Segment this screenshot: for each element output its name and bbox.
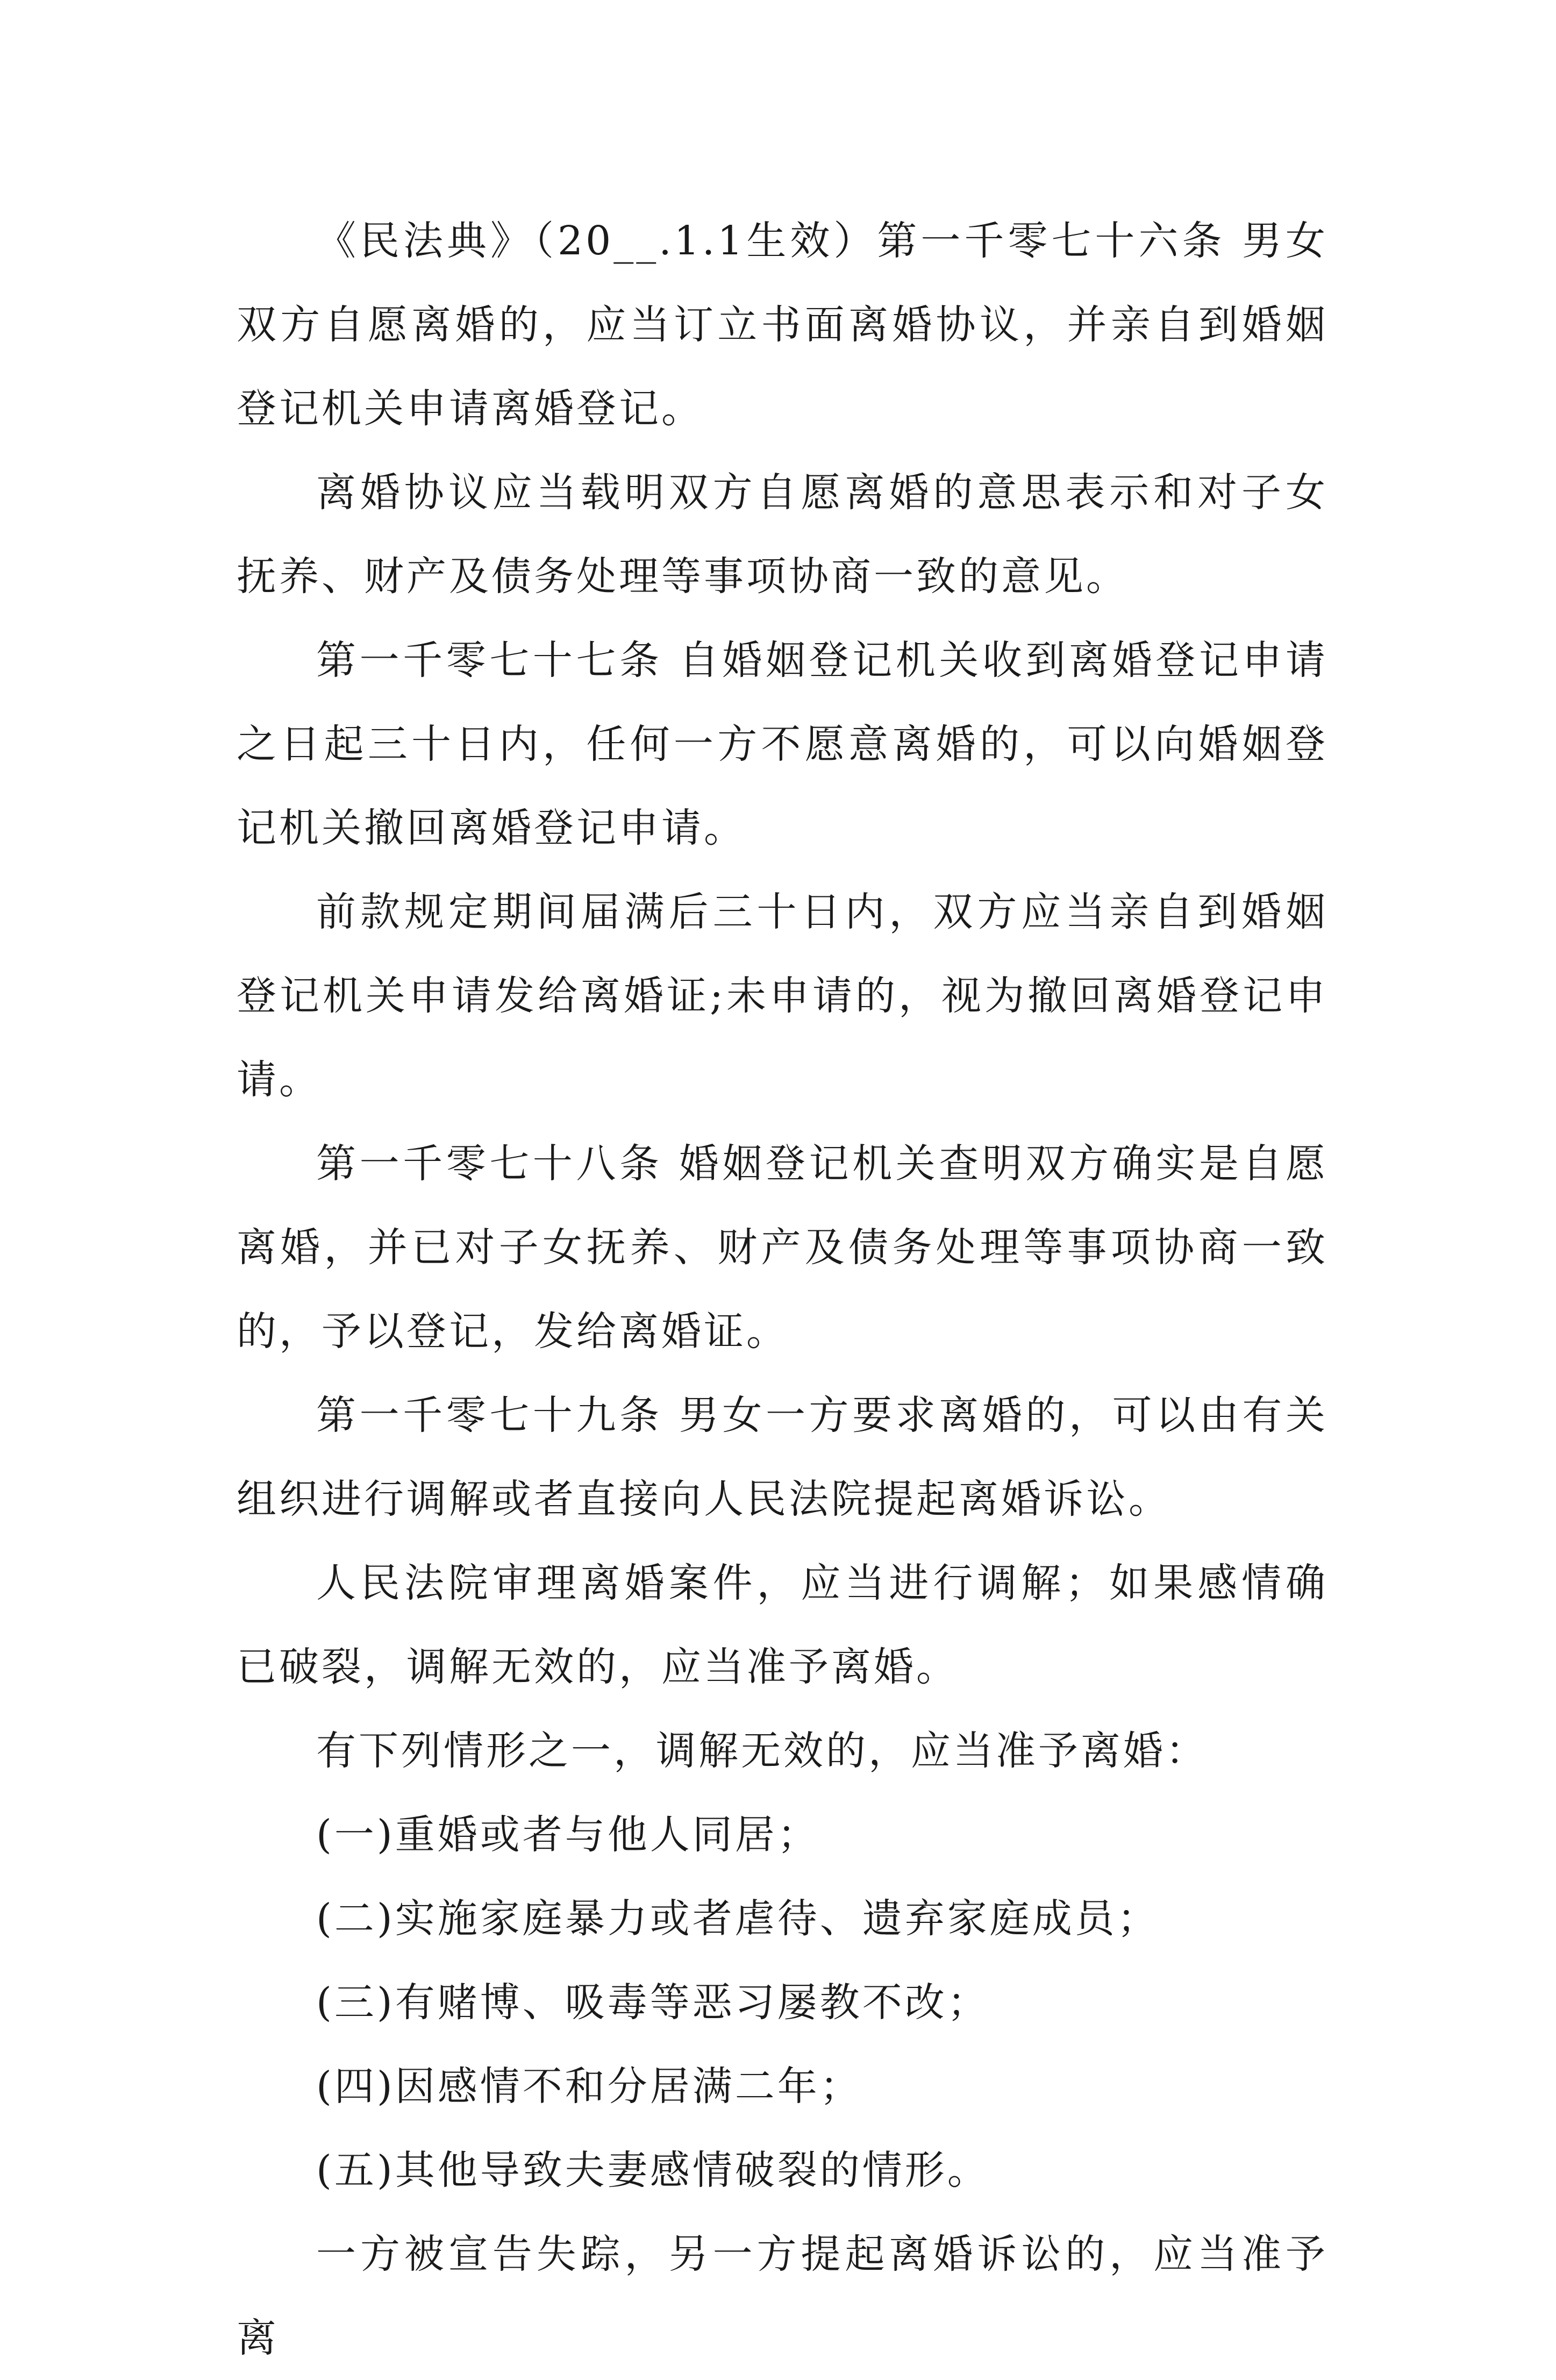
paragraph-article-1076: 《民法典》（20__.1.1生效）第一千零七十六条 男女双方自愿离婚的，应当订立书面离婚协议，并亲自到婚姻登记机关申请离婚登记。: [237, 218, 1328, 432]
paragraph-article-1077: 第一千零七十七条 自婚姻登记机关收到离婚登记申请之日起三十日内，任何一方不愿意离婚的，可以向婚姻登记机关撤回离婚登记申请。: [237, 637, 1328, 851]
list-item-condition-2: (二)实施家庭暴力或者虐待、遗弃家庭成员；: [316, 1896, 1160, 1942]
paragraph-court-mediation: 人民法院审理离婚案件，应当进行调解；如果感情确已破裂，调解无效的，应当准予离婚。: [237, 1560, 1328, 1690]
list-item-condition-4: (四)因感情不和分居满二年；: [316, 2063, 862, 2110]
paragraph-certificate-application: 前款规定期间届满后三十日内，双方应当亲自到婚姻登记机关申请发给离婚证;未申请的，视为撤回离婚登记申请。: [237, 889, 1328, 1103]
list-item-condition-5: (五)其他导致夫妻感情破裂的情形。: [316, 2147, 990, 2193]
list-item-condition-3: (三)有赌博、吸毒等恶习屡教不改；: [316, 1979, 990, 2026]
paragraph-divorce-agreement: 离婚协议应当载明双方自愿离婚的意思表示和对子女抚养、财产及债务处理等事项协商一致的意见。: [237, 469, 1328, 600]
list-item-condition-1: (一)重婚或者与他人同居；: [316, 1812, 820, 1858]
paragraph-article-1079: 第一千零七十九条 男女一方要求离婚的，可以由有关组织进行调解或者直接向人民法院提起离婚诉讼。: [237, 1392, 1328, 1522]
document-body: [237, 199, 1328, 2380]
paragraph-missing-person: 一方被宣告失踪，另一方提起离婚诉讼的，应当准予离: [237, 2231, 1328, 2361]
paragraph-conditions-intro: 有下列情形之一，调解无效的，应当准予离婚：: [316, 1728, 1208, 1774]
paragraph-article-1078: 第一千零七十八条 婚姻登记机关查明双方确实是自愿离婚，并已对子女抚养、财产及债务处理等事项协商一致的，予以登记，发给离婚证。: [237, 1141, 1328, 1355]
